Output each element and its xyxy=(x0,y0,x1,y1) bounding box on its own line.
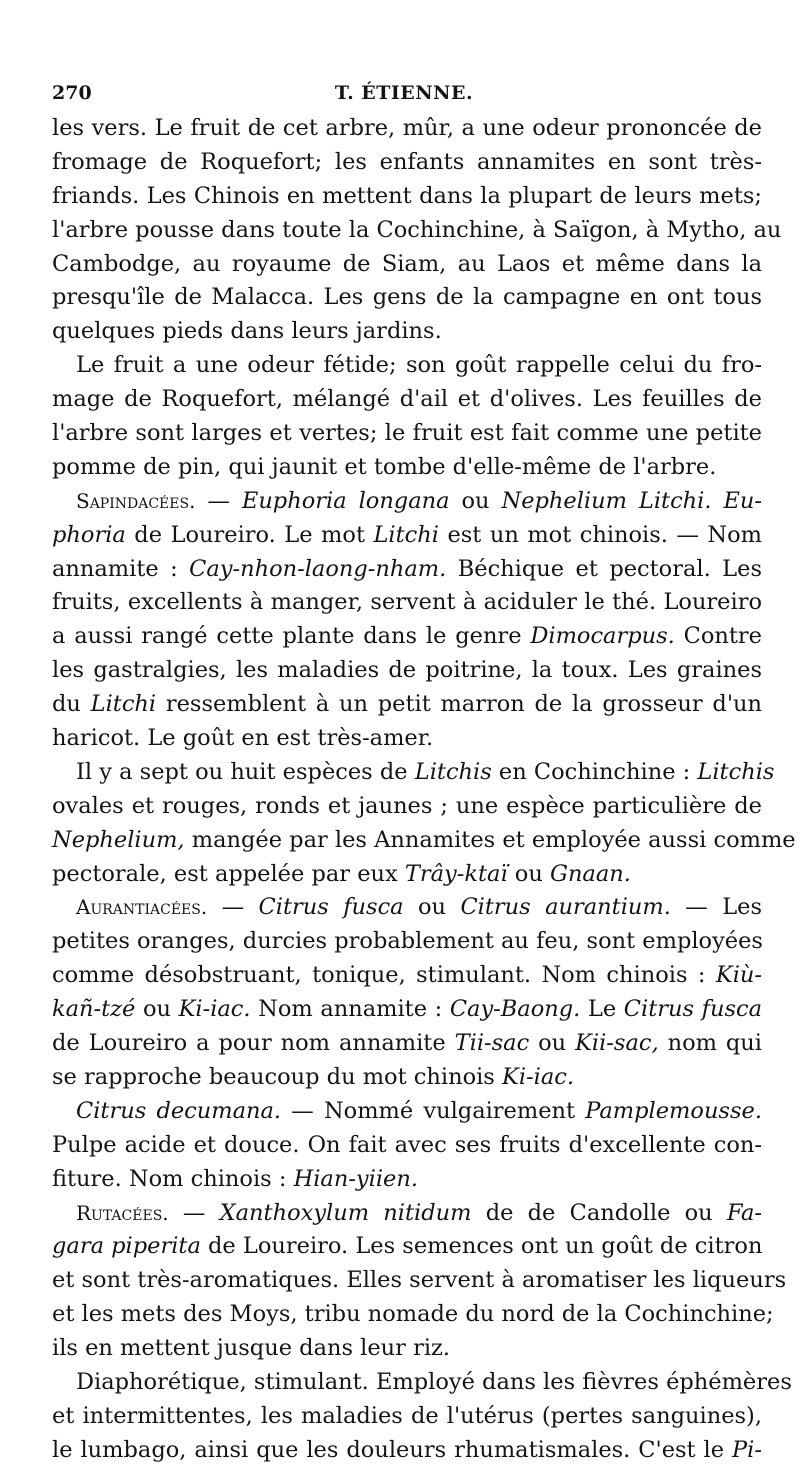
italic-term: Dimocarpus. xyxy=(530,623,675,650)
text-run: du xyxy=(52,691,91,718)
text-line xyxy=(52,553,762,587)
italic-term: Kii-sac, xyxy=(575,1030,659,1057)
text-line: fromage de Roquefort; les enfants annamites en sont très- xyxy=(52,148,762,175)
text-body xyxy=(52,112,796,1468)
text-line xyxy=(52,858,762,892)
text-line: Le fruit a une odeur fétide; son goût rappelle celui du fro- xyxy=(76,352,762,379)
italic-term: Pi- xyxy=(732,1436,762,1463)
italic-term: Litchis xyxy=(414,758,492,785)
text-run: a aussi rangé cette plante dans le genre xyxy=(52,623,531,650)
text-line xyxy=(52,993,762,1027)
page-number: 270 xyxy=(52,82,92,104)
italic-term: Trây-ktaï xyxy=(404,860,508,887)
text-line xyxy=(52,620,762,654)
italic-term: Gnaan. xyxy=(549,860,631,887)
italic-term: Pamplemousse. xyxy=(585,1097,762,1124)
text-line xyxy=(52,1061,762,1095)
text-line: quelques pieds dans leurs jardins. xyxy=(52,318,442,345)
text-run: annamite : xyxy=(52,555,190,582)
italic-term: Xanthoxylum nitidum xyxy=(219,1199,472,1226)
text-line xyxy=(52,688,762,722)
section-heading: Sapindacées. xyxy=(76,488,196,513)
text-run: de Loureiro a pour nom annamite xyxy=(52,1030,455,1057)
text-line xyxy=(52,1095,762,1129)
text-run: — xyxy=(168,1199,220,1226)
text-line: petites oranges, durcies probablement au feu, sont employées xyxy=(52,928,763,955)
text-run: ou xyxy=(449,487,502,514)
text-line xyxy=(52,519,762,553)
text-run: ou xyxy=(507,860,550,887)
text-run: ressemblent à un petit marron de la grosseur d'un xyxy=(156,691,762,718)
text-line xyxy=(52,1027,762,1061)
italic-term: phoria xyxy=(52,521,126,548)
italic-term: Litchi xyxy=(90,691,157,718)
text-run: — Les xyxy=(670,894,763,921)
italic-term: Ki-iac. xyxy=(502,1063,574,1090)
text-line: mage de Roquefort, mélangé d'ail et d'olives. Les feuilles de xyxy=(52,386,762,413)
text-run: Il y a sept ou huit espèces de xyxy=(76,758,415,785)
text-line xyxy=(52,1197,762,1231)
text-line xyxy=(52,485,762,519)
italic-term: Cay-Baong. xyxy=(449,996,581,1023)
text-line: presqu'île de Malacca. Les gens de la campagne en ont tous xyxy=(52,284,762,311)
italic-term: Euphoria longana xyxy=(241,487,450,514)
section-heading: Aurantiacées. xyxy=(76,895,208,920)
text-line: ils en mettent jusque dans leur riz. xyxy=(52,1335,451,1362)
text-line: Diaphorétique, stimulant. Employé dans les fièvres éphémères xyxy=(76,1368,792,1395)
italic-term: Ki-iac. xyxy=(178,996,251,1023)
italic-term: Fa- xyxy=(726,1199,763,1226)
text-line xyxy=(52,1230,762,1264)
text-run: mangée par les Annamites et employée aussi comme xyxy=(184,826,796,853)
text-line: Pulpe acide et douce. On fait avec ses fruits d'excellente con- xyxy=(52,1131,762,1158)
text-line xyxy=(52,1163,762,1197)
italic-term: Nephelium, xyxy=(52,826,185,853)
text-line xyxy=(52,1434,762,1468)
text-line: fruits, excellents à manger, servent à aciduler le thé. Loureiro xyxy=(52,589,762,616)
text-line: pomme de pin, qui jaunit et tombe d'elle-même de l'arbre. xyxy=(52,453,717,480)
text-run: pectorale, est appelée par eux xyxy=(52,860,405,887)
italic-term: Citrus fusca xyxy=(623,996,763,1023)
text-line: haricot. Le goût en est très-amer. xyxy=(52,725,434,752)
italic-term: Litchis xyxy=(697,758,775,785)
text-line: les gastralgies, les maladies de poitrine, la toux. Les graines xyxy=(52,657,762,684)
text-run: — Nommé vulgairement xyxy=(281,1097,586,1124)
text-line xyxy=(52,756,775,790)
text-line xyxy=(52,824,796,858)
text-run: ou xyxy=(135,996,179,1023)
text-line xyxy=(52,959,762,993)
italic-term: Kiù- xyxy=(715,962,762,989)
italic-term: Nephelium Litchi. Eu- xyxy=(501,487,762,514)
text-line: Cambodge, au royaume de Siam, au Laos et même dans la xyxy=(52,250,762,277)
text-line: les vers. Le fruit de cet arbre, mûr, a une odeur prononcée de xyxy=(52,115,762,141)
section-heading: Rutacées. xyxy=(76,1200,169,1225)
italic-term: Citrus fusca xyxy=(258,894,404,921)
text-run: fiture. Nom chinois : xyxy=(52,1165,294,1192)
text-run: Béchique et pectoral. Les xyxy=(446,555,762,582)
text-run: Le xyxy=(580,996,624,1023)
italic-term: Cay-nhon-laong-nham. xyxy=(189,555,447,582)
text-line: l'arbre pousse dans toute la Cochinchine, à Saïgon, à Mytho, au xyxy=(52,216,782,243)
running-head: T. ÉTIENNE. xyxy=(334,82,474,104)
italic-term: Tii-sac xyxy=(454,1030,530,1057)
page-header xyxy=(52,82,756,112)
text-line: friands. Les Chinois en mettent dans la plupart de leurs mets; xyxy=(52,182,762,209)
text-run: se rapproche beaucoup du mot chinois xyxy=(52,1063,503,1090)
italic-term: Hian-yiien. xyxy=(293,1165,418,1192)
text-run: est un mot chinois. — Nom xyxy=(438,521,763,548)
text-line: et les mets des Moys, tribu nomade du nord de la Cochinchine; xyxy=(52,1301,774,1328)
text-run: le lumbago, ainsi que les douleurs rhumatismales. C'est le xyxy=(52,1436,733,1463)
text-line: et sont très-aromatiques. Elles servent à aromatiser les liqueurs xyxy=(52,1267,787,1294)
text-run: Nom annamite : xyxy=(250,996,450,1023)
italic-term: gara piperita xyxy=(52,1233,201,1260)
text-line xyxy=(52,891,762,925)
text-run: de Loureiro. Le mot xyxy=(125,521,374,548)
text-line: et intermittentes, les maladies de l'utérus (pertes sanguines), xyxy=(52,1402,762,1429)
italic-term: kañ-tzé xyxy=(52,996,136,1023)
text-run: ou xyxy=(529,1030,576,1057)
text-run: en Cochinchine : xyxy=(491,758,698,785)
text-run: de Loureiro. Les semences ont un goût de citron xyxy=(200,1233,763,1260)
italic-term: Citrus aurantium. xyxy=(460,894,671,921)
text-run: ou xyxy=(403,894,461,921)
text-run: comme désobstruant, tonique, stimulant. Nom chinois : xyxy=(52,962,716,989)
text-run: Contre xyxy=(674,623,762,650)
text-run: nom qui xyxy=(658,1030,762,1057)
italic-term: Citrus decumana. xyxy=(76,1097,282,1124)
text-run: — xyxy=(195,487,242,514)
text-line: l'arbre sont larges et vertes; le fruit est fait comme une petite xyxy=(52,420,762,447)
text-run: — xyxy=(207,894,259,921)
text-run: de de Candolle ou xyxy=(471,1199,727,1226)
italic-term: Litchi xyxy=(373,521,439,548)
text-line: ovales et rouges, ronds et jaunes ; une espèce particulière de xyxy=(52,792,762,819)
